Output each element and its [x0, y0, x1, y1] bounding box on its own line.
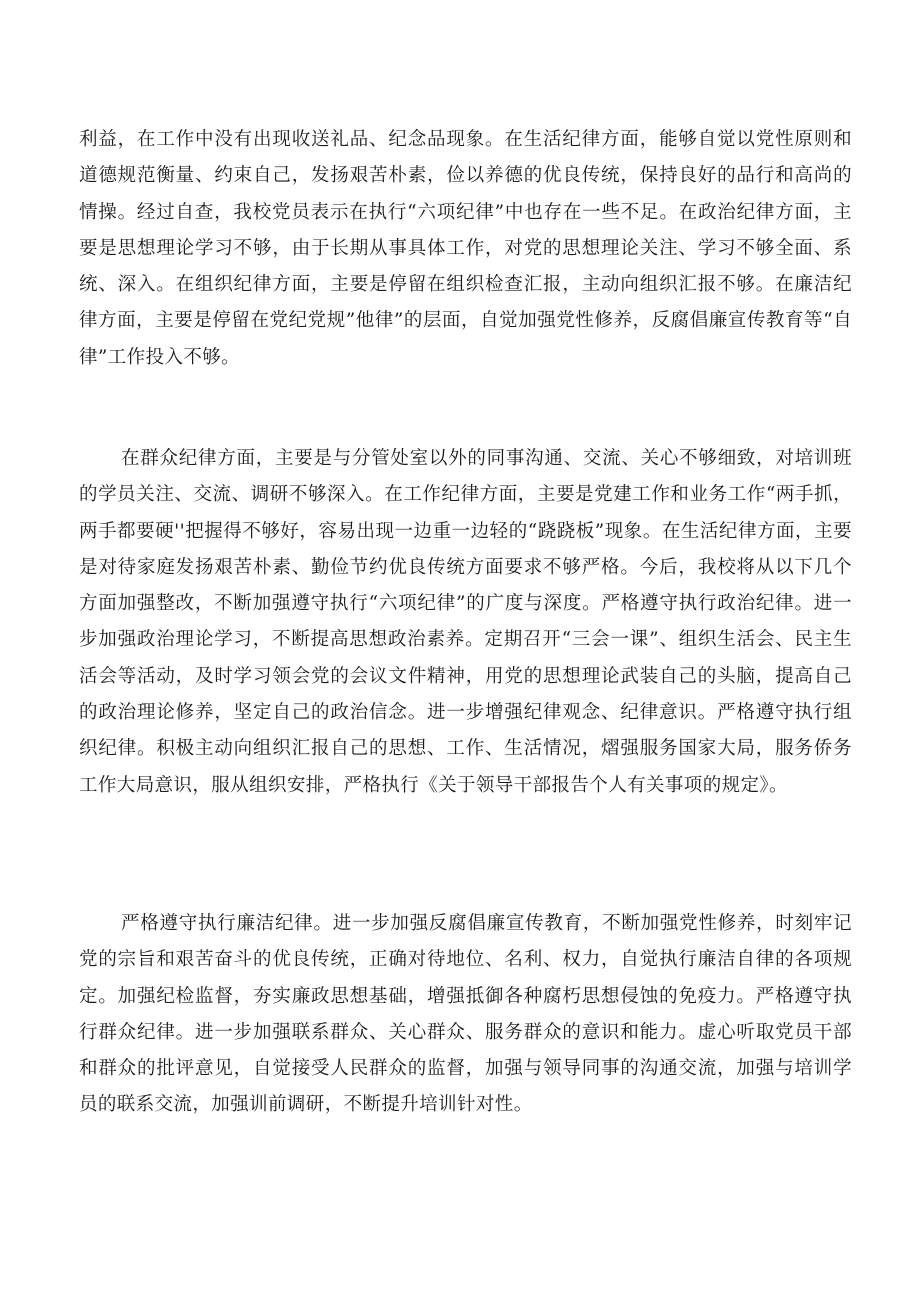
paragraph-3: 严格遵守执行廉洁纪律。进一步加强反腐倡廉宣传教育，不断加强党性修养，时刻牢记党的宗旨和艰苦奋斗的优良传统，正确对待地位、名利、权力，自觉执行廉洁自律的各项规定。加强纪检监督，夯实廉政思想基础，增强抵御各种腐朽思想侵蚀的免疫力。严格遵守执行群众纪律。进一步加强联系群众、关心群众、服务群众的意识和能力。虚心听取党员干部和群众的批评意见，自觉接受人民群众的监督，加强与领导同事的沟通交流，加强与培训学员的联系交流，加强训前调研，不断提升培训针对性。	[79, 913, 852, 1116]
paragraph-1: 利益，在工作中没有出现收送礼品、纪念品现象。在生活纪律方面，能够自觉以党性原则和道德规范衡量、约束自己，发扬艰苦朴素，俭以养德的优良传统，保持良好的品行和高尚的情操。经过自查，我校党员表示在执行“六项纪律”中也存在一些不足。在政治纪律方面，主要是思想理论学习不够，由于长期从事具体工作，对党的思想理论关注、学习不够全面、系统、深入。在组织纪律方面，主要是停留在组织检查汇报，主动向组织汇报不够。在廉洁纪律方面，主要是停留在党纪党规”他律”的层面，自觉加强党性修养，反腐倡廉宣传教育等“自律”工作投入不够。	[79, 129, 852, 368]
paragraph-2: 在群众纪律方面，主要是与分管处室以外的同事沟通、交流、关心不够细致，对培训班的学员关注、交流、调研不够深入。在工作纪律方面，主要是党建工作和业务工作“两手抓，两手都要硬''把握得不够好，容易出现一边重一边轻的“跷跷板”现象。在生活纪律方面，主要是对待家庭发扬艰苦朴素、勤俭节约优良传统方面要求不够严格。今后，我校将从以下几个方面加强整改，不断加强遵守执行“六项纪律”的广度与深度。严格遵守执行政治纪律。进一步加强政治理论学习，不断提高思想政治素养。定期召开“三会一课”、组织生活会、民主生活会等活动，及时学习领会党的会议文件精神，用党的思想理论武装自己的头脑，提高自己的政治理论修养，坚定自己的政治信念。进一步增强纪律观念、纪律意识。严格遵守执行组织纪律。积极主动向组织汇报自己的思想、工作、生活情况，熠强服务国家大局，服务侨务工作大局意识，服从组织安排，严格执行《关于领导干部报告个人有关事项的规定》。	[79, 448, 852, 796]
